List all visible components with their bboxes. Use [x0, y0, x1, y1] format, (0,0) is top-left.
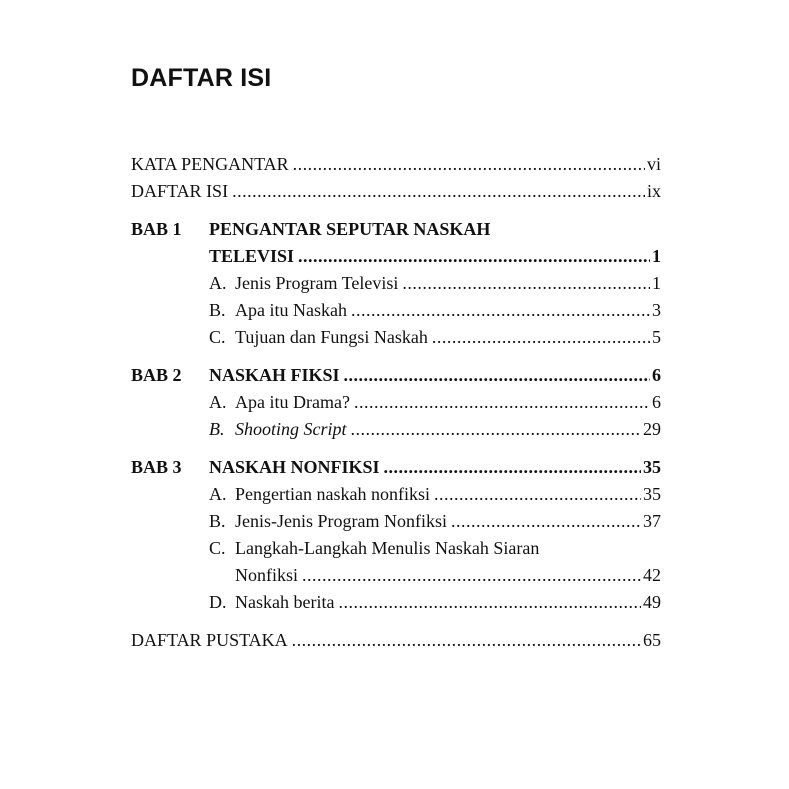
dot-leader — [344, 362, 650, 389]
section-3c[interactable] — [209, 535, 661, 562]
section-letter: B. — [209, 511, 226, 531]
toc-entry-title: KATA PENGANTAR — [131, 154, 289, 174]
chapter-label: BAB 3 — [131, 457, 182, 477]
section-title: Tujuan dan Fungsi Naskah — [235, 327, 428, 347]
section-letter: A. — [209, 484, 227, 504]
dot-leader — [302, 562, 641, 589]
section-3d[interactable] — [209, 589, 661, 616]
chapter-1-heading-continued[interactable] — [209, 243, 661, 270]
dot-leader — [351, 416, 642, 443]
dot-leader — [384, 454, 641, 481]
page-title: DAFTAR ISI — [131, 64, 272, 92]
dot-leader — [293, 151, 645, 178]
toc-page-number: 65 — [643, 630, 661, 650]
section-title: Apa itu Drama? — [235, 392, 350, 412]
dot-leader — [351, 297, 650, 324]
section-2b[interactable] — [209, 416, 661, 443]
dot-leader — [232, 178, 645, 205]
dot-leader — [451, 508, 641, 535]
dot-leader — [354, 389, 650, 416]
section-letter: B. — [209, 419, 225, 439]
section-1a[interactable] — [209, 270, 661, 297]
toc-page-number: 6 — [652, 365, 661, 385]
dot-leader — [338, 589, 641, 616]
section-title: Shooting Script — [235, 419, 347, 439]
section-title: Naskah berita — [235, 592, 335, 612]
dot-leader — [432, 324, 650, 351]
dot-leader — [298, 243, 650, 270]
toc-page-number: vi — [646, 154, 661, 174]
toc-entry-daftar-pustaka[interactable] — [131, 627, 661, 654]
section-title: Jenis Program Televisi — [235, 273, 399, 293]
chapter-title: NASKAH NONFIKSI — [209, 457, 380, 477]
toc-page-number: 3 — [652, 300, 661, 320]
toc-entry-daftar-isi[interactable] — [131, 178, 661, 205]
toc-page-number: 35 — [643, 457, 661, 477]
toc-page-number: 35 — [643, 484, 661, 504]
toc-entry-title: DAFTAR PUSTAKA — [131, 630, 288, 650]
chapter-title: PENGANTAR SEPUTAR NASKAH — [209, 219, 491, 239]
chapter-label: BAB 2 — [131, 365, 182, 385]
section-letter: D. — [209, 592, 227, 612]
chapter-title-continued: TELEVISI — [209, 246, 295, 266]
toc-page-number: 37 — [643, 511, 661, 531]
toc-page-number: 42 — [643, 565, 661, 585]
dot-leader — [434, 481, 641, 508]
section-title: Apa itu Naskah — [235, 300, 347, 320]
chapter-3-heading[interactable] — [131, 454, 661, 481]
chapter-label: BAB 1 — [131, 219, 182, 239]
section-1b[interactable] — [209, 297, 661, 324]
section-2a[interactable] — [209, 389, 661, 416]
toc-page-number: 49 — [643, 592, 661, 612]
section-letter: B. — [209, 300, 226, 320]
toc-entry-kata-pengantar[interactable] — [131, 151, 661, 178]
toc-page-number: 29 — [643, 419, 661, 439]
chapter-title: NASKAH FIKSI — [209, 365, 340, 385]
section-letter: C. — [209, 538, 226, 558]
toc-page-number: 1 — [652, 246, 661, 266]
table-of-contents — [131, 151, 661, 654]
section-letter: A. — [209, 273, 227, 293]
toc-page-number: ix — [646, 181, 661, 201]
section-title-continued: Nonfiksi — [235, 565, 298, 585]
section-letter: A. — [209, 392, 227, 412]
section-3a[interactable] — [209, 481, 661, 508]
dot-leader — [292, 627, 641, 654]
section-1c[interactable] — [209, 324, 661, 351]
toc-page-number: 5 — [652, 327, 661, 347]
toc-page-number: 6 — [652, 392, 661, 412]
chapter-2-heading[interactable] — [131, 362, 661, 389]
section-3b[interactable] — [209, 508, 661, 535]
section-title: Jenis-Jenis Program Nonfiksi — [235, 511, 447, 531]
section-title: Langkah-Langkah Menulis Naskah Siaran — [235, 538, 540, 558]
dot-leader — [402, 270, 650, 297]
toc-entry-title: DAFTAR ISI — [131, 181, 229, 201]
chapter-1-heading[interactable] — [131, 216, 661, 243]
section-title: Pengertian naskah nonfiksi — [235, 484, 430, 504]
section-3c-continued[interactable] — [235, 562, 661, 589]
toc-page-number: 1 — [652, 273, 661, 293]
section-letter: C. — [209, 327, 226, 347]
